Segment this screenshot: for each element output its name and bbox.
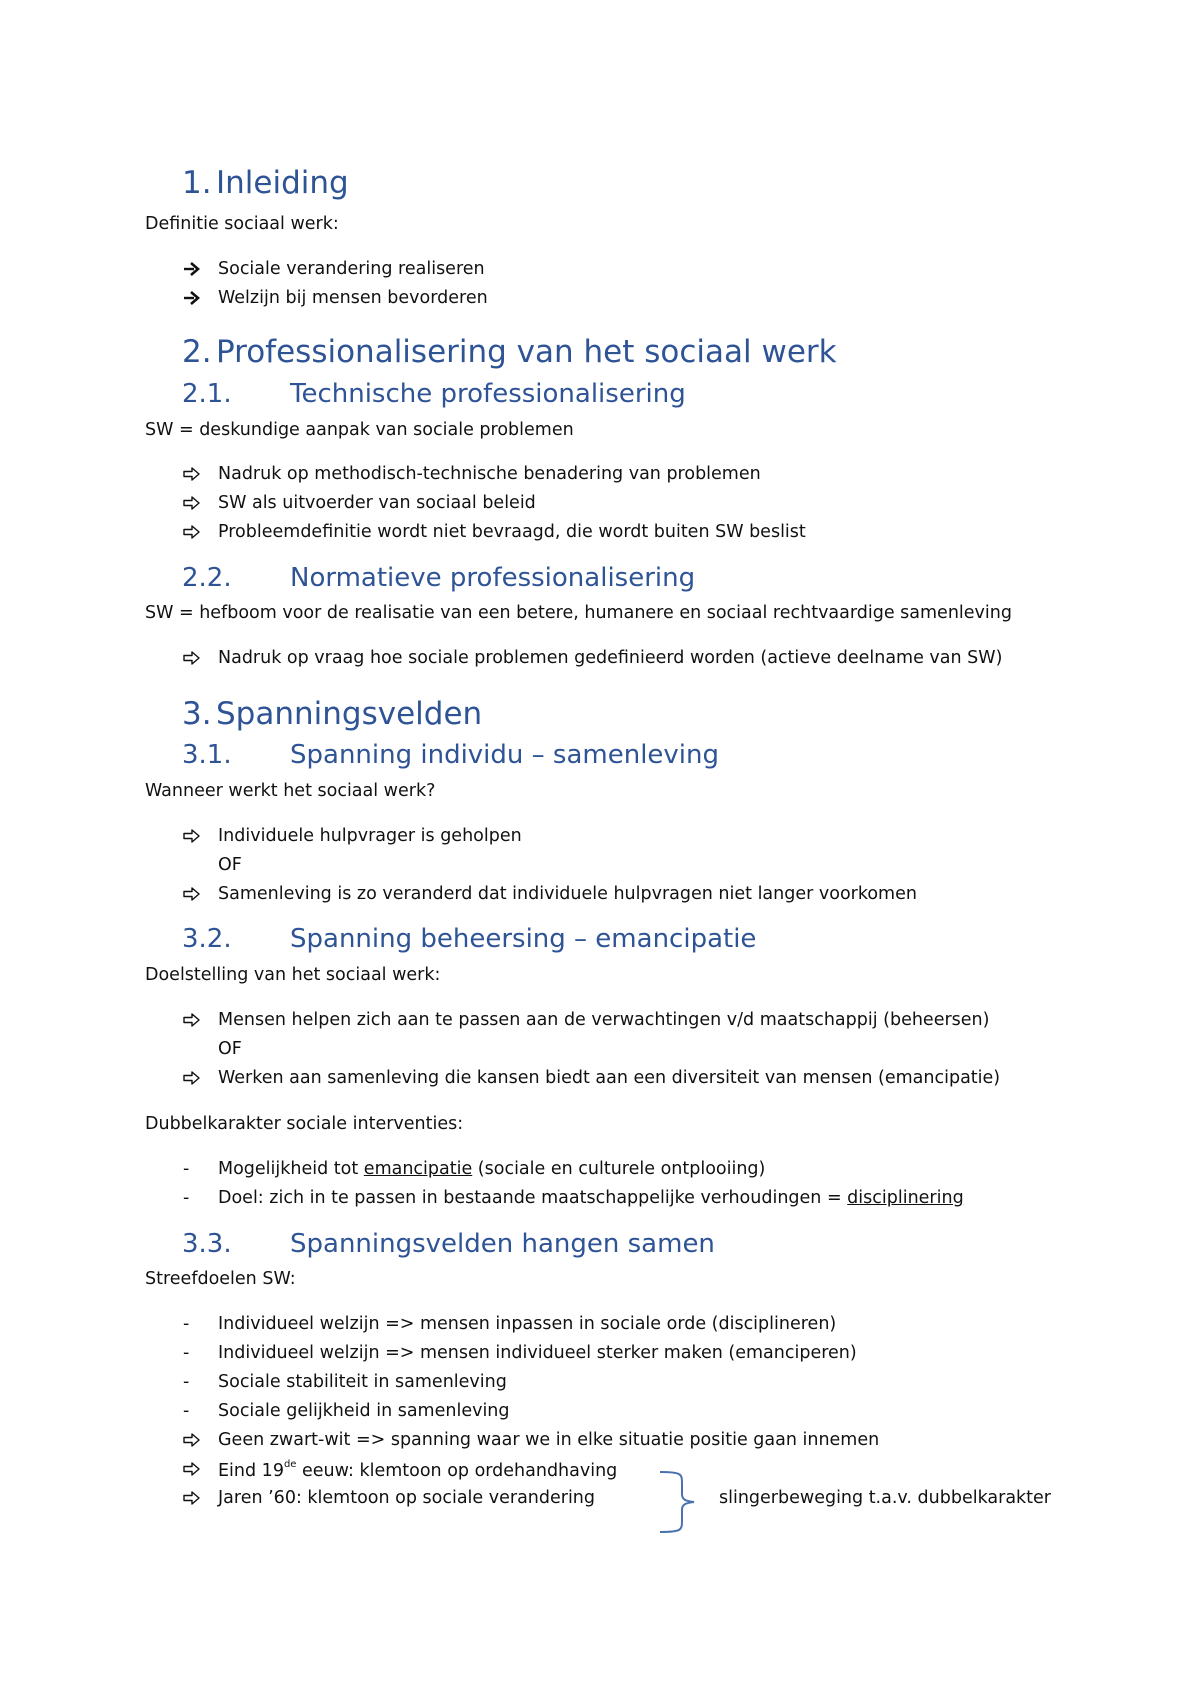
curly-brace-icon — [652, 1470, 722, 1534]
heading-2-technische: 2.1. Technische professionalisering — [182, 379, 686, 409]
list-item: - Sociale stabiliteit in samenleving — [183, 1372, 507, 1392]
arrow-right-outline-icon — [183, 1068, 203, 1088]
list-item: - Individueel welzijn => mensen individueel sterker maken (emanciperen) — [183, 1343, 857, 1363]
list-item: - Mogelijkheid tot emancipatie (sociale en culturele ontplooiing) — [183, 1159, 766, 1179]
heading-1-spanningsvelden: 3. Spanningsvelden — [182, 696, 483, 732]
list-item: Werken aan samenleving die kansen biedt aan een diversiteit van mensen (emancipatie) — [218, 1068, 1000, 1088]
arrow-right-outline-icon — [183, 522, 203, 542]
heading-2-normatieve: 2.2. Normatieve professionalisering — [182, 563, 696, 593]
dash-marker: - — [183, 1343, 190, 1363]
dash-marker: - — [183, 1372, 190, 1392]
heading-1-professionalisering: 2. Professionalisering van het sociaal werk — [182, 334, 837, 370]
list-item: Jaren ’60: klemtoon op sociale verandering — [218, 1488, 595, 1508]
arrow-right-outline-icon — [183, 1488, 203, 1508]
arrow-right-outline-icon — [183, 648, 203, 668]
arrow-right-outline-icon — [183, 884, 203, 904]
paragraph: SW = deskundige aanpak van sociale problemen — [145, 420, 574, 440]
heading-2-individu-samenleving: 3.1. Spanning individu – samenleving — [182, 740, 720, 770]
arrow-right-outline-icon — [183, 1459, 203, 1479]
heading-1-inleiding: 1. Inleiding — [182, 165, 349, 201]
paragraph: Wanneer werkt het sociaal werk? — [145, 781, 436, 801]
heading-2-beheersing-emancipatie: 3.2. Spanning beheersing – emancipatie — [182, 924, 757, 954]
arrow-right-outline-icon — [183, 493, 203, 513]
or-label: OF — [218, 1039, 242, 1059]
list-item: Geen zwart-wit => spanning waar we in elke situatie positie gaan innemen — [218, 1430, 879, 1450]
list-item: Eind 19de eeuw: klemtoon op ordehandhaving — [218, 1459, 617, 1481]
dash-marker: - — [183, 1314, 190, 1334]
arrow-right-solid-icon — [183, 259, 203, 279]
list-item: - Sociale gelijkheid in samenleving — [183, 1401, 510, 1421]
list-item: - Doel: zich in te passen in bestaande maatschappelijke verhoudingen = disciplinering — [183, 1188, 964, 1208]
arrow-right-outline-icon — [183, 464, 203, 484]
paragraph: Dubbelkarakter sociale interventies: — [145, 1114, 464, 1134]
paragraph: Doelstelling van het sociaal werk: — [145, 965, 441, 985]
list-item: Welzijn bij mensen bevorderen — [218, 288, 488, 308]
list-item: Probleemdefinitie wordt niet bevraagd, die wordt buiten SW beslist — [218, 522, 806, 542]
heading-2-hangen-samen: 3.3. Spanningsvelden hangen samen — [182, 1229, 715, 1259]
arrow-right-outline-icon — [183, 826, 203, 846]
arrow-right-outline-icon — [183, 1010, 203, 1030]
list-item: Nadruk op vraag hoe sociale problemen gedefinieerd worden (actieve deelname van SW) — [218, 648, 1002, 668]
dash-marker: - — [183, 1401, 190, 1421]
dash-marker: - — [183, 1159, 190, 1179]
paragraph: Streefdoelen SW: — [145, 1269, 296, 1289]
list-item: SW als uitvoerder van sociaal beleid — [218, 493, 536, 513]
list-item: - Individueel welzijn => mensen inpassen in sociale orde (disciplineren) — [183, 1314, 837, 1334]
or-label: OF — [218, 855, 242, 875]
list-item: Mensen helpen zich aan te passen aan de verwachtingen v/d maatschappij (beheersen) — [218, 1010, 989, 1030]
brace-annotation: slingerbeweging t.a.v. dubbelkarakter — [719, 1488, 1051, 1508]
paragraph: Definitie sociaal werk: — [145, 214, 339, 234]
arrow-right-outline-icon — [183, 1430, 203, 1450]
list-item: Sociale verandering realiseren — [218, 259, 485, 279]
list-item: Individuele hulpvrager is geholpen — [218, 826, 522, 846]
list-item: Samenleving is zo veranderd dat individuele hulpvragen niet langer voorkomen — [218, 884, 917, 904]
list-item: Nadruk op methodisch-technische benadering van problemen — [218, 464, 761, 484]
arrow-right-solid-icon — [183, 288, 203, 308]
paragraph: SW = hefboom voor de realisatie van een betere, humanere en sociaal rechtvaardige samenleving — [145, 603, 1012, 623]
dash-marker: - — [183, 1188, 190, 1208]
